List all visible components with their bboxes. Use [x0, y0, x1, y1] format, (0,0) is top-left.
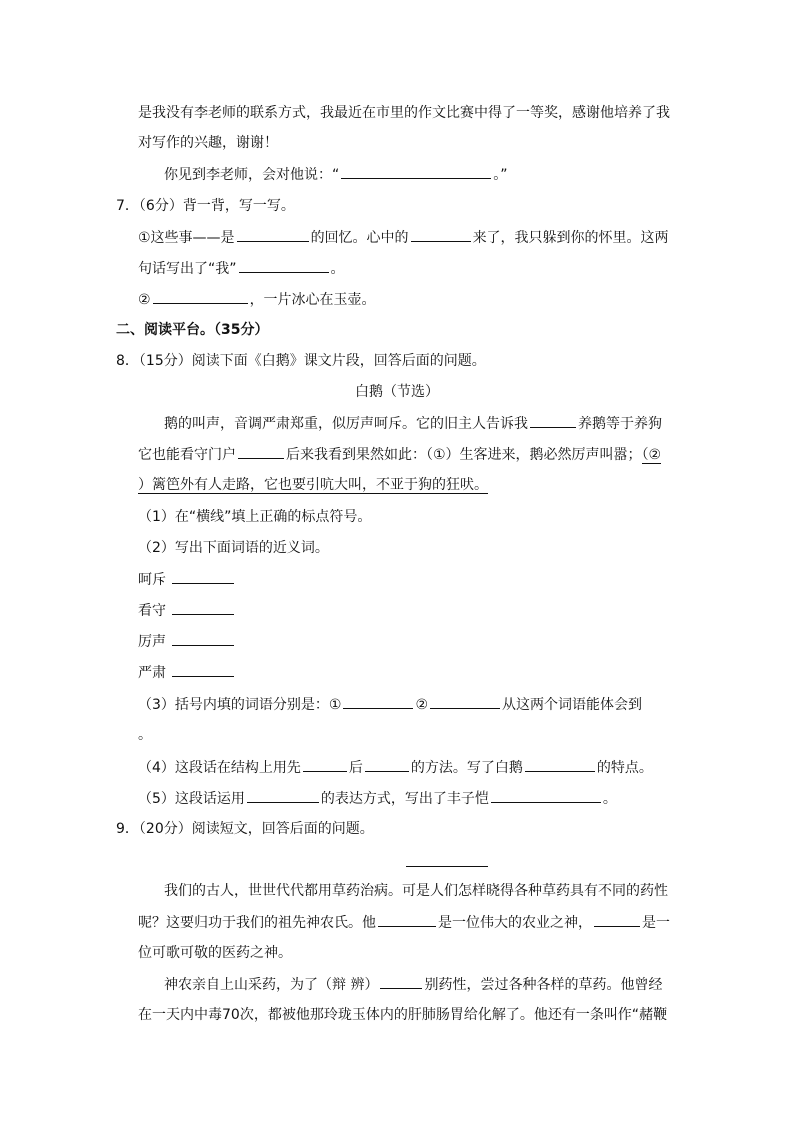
text-line: 。	[138, 727, 152, 743]
answer-blank[interactable]	[247, 788, 319, 803]
answer-blank[interactable]	[430, 694, 500, 709]
text: （4）这段话在结构上用先	[138, 760, 301, 776]
text: 的特点。	[596, 760, 653, 776]
answer-blank[interactable]	[491, 788, 601, 803]
text-line	[138, 258, 345, 279]
word: 严肃	[138, 665, 166, 681]
answer-blank[interactable]	[172, 569, 234, 584]
text-line: 在一天内中毒70次，都被他那玲珑玉体内的肝肺肠胃给化解了。他还有一条叫作“赭鞭	[138, 1007, 668, 1023]
text-line: 是我没有李老师的联系方式，我最近在市里的作文比赛中得了一等奖，感谢他培养了我	[138, 105, 670, 121]
text: 来了，我只躲到你的怀里。这两	[472, 230, 669, 246]
question-9-heading: 9．（20分）阅读短文，回答后面的问题。	[116, 821, 374, 837]
word-row	[138, 600, 236, 621]
text: 是一位伟大的农业之神，	[438, 915, 592, 931]
text: ②	[138, 292, 151, 308]
sub-question-3	[138, 694, 642, 715]
answer-blank[interactable]	[237, 227, 309, 242]
text: （3）括号内填的词语分别是：①	[138, 697, 342, 713]
text: 你见到李老师，会对他说：“	[164, 167, 340, 183]
text: 养鹅等于养狗	[578, 416, 662, 432]
text-line	[138, 475, 488, 495]
text: 的表达方式，写出了丰子恺	[320, 791, 489, 807]
word-row	[138, 569, 236, 590]
text: （5）这段话运用	[138, 791, 245, 807]
text-line	[138, 227, 669, 248]
answer-blank[interactable]	[380, 974, 422, 989]
text: 神农亲自上山采药，为了（辩 辨）	[164, 977, 379, 993]
sub-question-4	[138, 757, 653, 778]
passage-title: 白鹅（节选）	[355, 384, 439, 400]
text-line: 对写作的兴趣，谢谢！	[138, 135, 278, 151]
answer-blank[interactable]	[172, 662, 234, 677]
text: 的方法。写了白鹅	[410, 760, 523, 776]
answer-blank[interactable]	[238, 444, 284, 459]
title-blank[interactable]	[406, 866, 488, 867]
word: 呵斥	[138, 572, 166, 588]
answer-blank[interactable]	[303, 757, 347, 772]
answer-blank[interactable]	[525, 757, 595, 772]
underlined-text: ）篱笆外有人走路，它也要引吭大叫，不亚于狗的狂吠。	[138, 477, 488, 493]
sub-question-1: （1）在“横线”填上正确的标点符号。	[138, 509, 372, 525]
answer-blank[interactable]	[172, 600, 234, 615]
word: 看守	[138, 603, 166, 619]
word-row	[138, 631, 236, 652]
answer-blank[interactable]	[365, 757, 409, 772]
text: 。”	[493, 167, 508, 183]
text: 。	[330, 261, 345, 277]
text-line: 位可歌可敬的医药之神。	[138, 945, 292, 961]
text: 从这两个词语能体会到	[502, 697, 643, 713]
answer-blank[interactable]	[343, 694, 413, 709]
text: 别药性，尝过各种各样的草药。他曾经	[424, 977, 663, 993]
text-line	[138, 289, 376, 310]
text: ，一片冰心在玉壶。	[249, 292, 376, 308]
text-line	[164, 413, 662, 434]
text-line	[164, 164, 508, 185]
word: 厉声	[138, 634, 166, 650]
word-row	[138, 662, 236, 683]
answer-blank[interactable]	[153, 289, 248, 304]
text: 。	[602, 791, 617, 807]
question-7-heading: 7．（6分）背一背，写一写。	[116, 198, 295, 214]
text-line	[138, 444, 661, 465]
text-line	[164, 974, 662, 995]
answer-blank[interactable]	[594, 912, 640, 927]
answer-blank[interactable]	[378, 912, 436, 927]
answer-blank[interactable]	[411, 227, 471, 242]
underlined-text: （②	[641, 447, 662, 463]
sub-question-2: （2）写出下面词语的近义词。	[138, 540, 329, 556]
section-2-heading: 二、阅读平台。（35分）	[116, 322, 269, 338]
text: ②	[415, 697, 429, 713]
text-line: 我们的古人，世世代代都用草药治病。可是人们怎样晓得各种草药具有不同的药性	[164, 883, 668, 899]
answer-blank[interactable]	[341, 164, 491, 179]
sub-question-5	[138, 788, 617, 809]
answer-blank[interactable]	[172, 631, 234, 646]
text: 后	[348, 760, 363, 776]
text: 呢？这要归功于我们的祖先神农氏。他	[138, 915, 376, 931]
text: 是一	[642, 915, 670, 931]
text: 的回忆。心中的	[310, 230, 409, 246]
answer-blank[interactable]	[239, 258, 329, 273]
text-line	[138, 912, 670, 933]
text: 句话写出了“我”	[138, 261, 237, 277]
question-8-heading: 8．（15分）阅读下面《白鹅》课文片段，回答后面的问题。	[116, 353, 486, 369]
text: 后来我看到果然如此：（①）生客进来，鹅必然厉声叫嚣；	[286, 447, 642, 463]
text: 鹅的叫声，音调严肃郑重，似厉声呵斥。它的旧主人告诉我	[164, 416, 528, 432]
text: ①这些事——是	[138, 230, 235, 246]
answer-blank[interactable]	[530, 413, 576, 428]
text: 它也能看守门户	[138, 447, 236, 463]
